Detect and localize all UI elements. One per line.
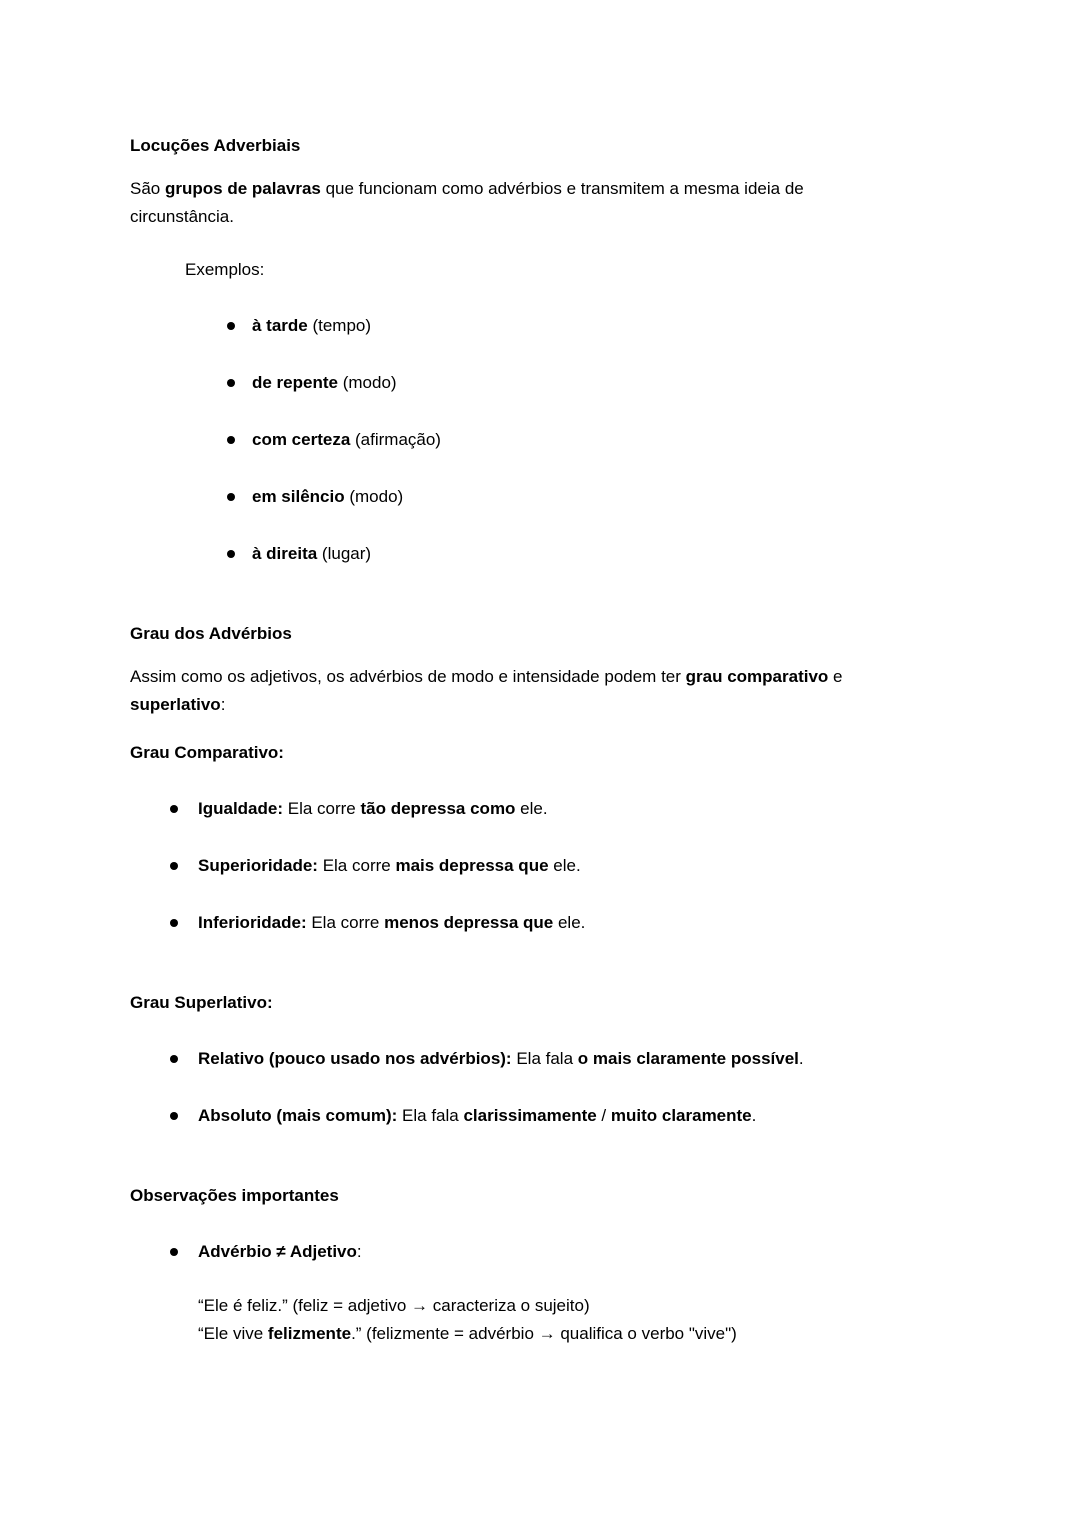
item-label: Relativo (pouco usado nos advérbios): [198, 1049, 512, 1068]
quote-bold: felizmente [267, 1324, 352, 1343]
quote-line-2 [198, 1320, 912, 1348]
example-category: (modo) [344, 487, 404, 506]
item-text: Ela fala [397, 1106, 464, 1125]
observacoes-list [168, 1238, 912, 1266]
item-text: . [751, 1106, 757, 1125]
example-term: à direita [252, 544, 318, 563]
list-item-example [225, 426, 912, 454]
list-item-example [225, 540, 912, 568]
item-label: Igualdade: [198, 799, 284, 818]
heading-grau-adverbios: Grau dos Advérbios [130, 624, 292, 643]
grau-intro-bold: grau comparativo [685, 667, 829, 686]
grau-intro-text: Assim como os adjetivos, os advérbios de modo e intensidade podem ter [130, 667, 686, 686]
list-item-example [225, 312, 912, 340]
item-text: ele. [553, 913, 586, 932]
list-item-comparativo [168, 852, 912, 880]
heading-grau-comparativo: Grau Comparativo: [130, 743, 284, 762]
item-bold: tão depressa como [360, 799, 516, 818]
quote-text: “Ele vive [198, 1324, 268, 1343]
example-category: (lugar) [317, 544, 372, 563]
item-text: Ela corre [306, 913, 385, 932]
item-text: ele. [548, 856, 581, 875]
heading-grau-superlativo: Grau Superlativo: [130, 993, 273, 1012]
quote-line-1: “Ele é feliz.” (feliz = adjetivo → caracteriza o sujeito) [198, 1296, 590, 1315]
intro-text: São [130, 179, 165, 198]
list-item-superlativo [168, 1045, 912, 1073]
example-term: à tarde [252, 316, 308, 335]
list-item-comparativo [168, 909, 912, 937]
list-item-observacao [168, 1238, 912, 1266]
quote-block [198, 1292, 912, 1348]
item-text: : [356, 1242, 362, 1261]
example-category: (tempo) [307, 316, 372, 335]
intro-bold: grupos de palavras [164, 179, 321, 198]
paragraph-grau-intro [130, 663, 912, 719]
example-category: (afirmação) [350, 430, 441, 449]
list-item-example [225, 369, 912, 397]
intro-text: que funcionam como advérbios e transmitem a mesma ideia de circunstância. [130, 179, 804, 226]
grau-intro-text: : [220, 695, 226, 714]
example-term: de repente [252, 373, 338, 392]
example-term: em silêncio [252, 487, 345, 506]
item-bold: menos depressa que [384, 913, 554, 932]
item-label: Absoluto (mais comum): [198, 1106, 398, 1125]
grau-intro-text: e [828, 667, 843, 686]
heading-observacoes: Observações importantes [130, 1186, 339, 1205]
list-item-superlativo [168, 1102, 912, 1130]
item-bold: muito claramente [610, 1106, 752, 1125]
list-item-comparativo [168, 795, 912, 823]
example-term: com certeza [252, 430, 351, 449]
comparativo-list [168, 795, 912, 937]
item-text: Ela fala [511, 1049, 578, 1068]
paragraph-locucoes-intro [130, 175, 912, 231]
example-category: (modo) [337, 373, 397, 392]
quote-text: .” (felizmente = advérbio → qualifica o verbo "vive") [351, 1324, 737, 1343]
heading-locucoes-adverbiais: Locuções Adverbiais [130, 136, 301, 155]
item-text: ele. [515, 799, 548, 818]
item-text: Ela corre [317, 856, 396, 875]
item-label: Advérbio ≠ Adjetivo [198, 1242, 357, 1261]
item-text: / [596, 1106, 611, 1125]
item-bold: clarissimamente [463, 1106, 597, 1125]
superlativo-list [168, 1045, 912, 1130]
item-label: Inferioridade: [198, 913, 307, 932]
item-bold: mais depressa que [395, 856, 549, 875]
item-label: Superioridade: [198, 856, 318, 875]
item-text: . [798, 1049, 804, 1068]
list-item-example [225, 483, 912, 511]
examples-label: Exemplos: [185, 260, 265, 279]
grau-intro-bold: superlativo [130, 695, 221, 714]
examples-list [225, 312, 912, 568]
item-text: Ela corre [283, 799, 361, 818]
item-bold: o mais claramente possível [577, 1049, 799, 1068]
